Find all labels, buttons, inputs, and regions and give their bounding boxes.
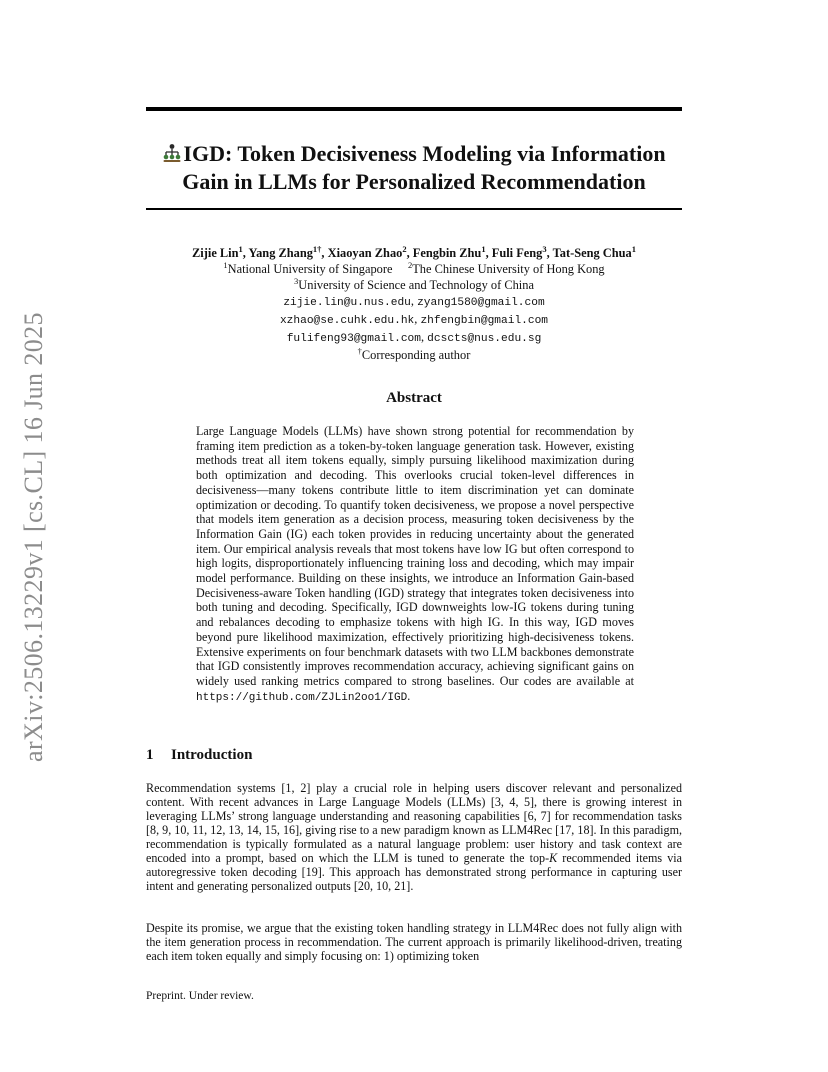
intro-paragraph-1: [146, 782, 682, 894]
abstract-heading: Abstract: [386, 390, 442, 406]
author-sep: ,: [321, 246, 328, 260]
corresponding-text: Corresponding author: [361, 348, 471, 362]
email-row: [146, 311, 682, 329]
title-line-2: Gain in LLMs for Personalized Recommendation: [182, 169, 646, 194]
author-mark: 3: [542, 243, 547, 254]
abstract-end: .: [407, 688, 411, 703]
title-line-1: [146, 140, 682, 168]
author: Fengbin Zhu: [412, 246, 482, 260]
affiliation-row-2: [146, 277, 682, 293]
author: Zijie Lin: [192, 246, 239, 260]
affiliation-mark: 1: [223, 259, 228, 270]
author: Tat-Seng Chua: [552, 246, 632, 260]
email-sep: ,: [420, 330, 428, 344]
affiliation-mark: 2: [407, 259, 413, 270]
email-sep: ,: [410, 294, 418, 308]
affiliation-mark: 3: [294, 275, 299, 286]
section-title: Introduction: [171, 747, 253, 763]
author-names: [146, 245, 682, 261]
paragraph-text: recommended items via autoregressive token decoding [19]. This approach has demonstrated strong performance in capturing user intent and generating personalized outputs [20, 10, 21].: [146, 850, 683, 893]
author-mark: 1: [238, 243, 243, 254]
abstract-body: [196, 424, 634, 705]
author: Xiaoyan Zhao: [327, 246, 403, 260]
intro-paragraph-2: Despite its promise, we argue that the existing token handling strategy in LLM4Rec does not fully align with the item generation process in recommendation. The current approach is primarily likelihood-driven, treating each item token equally and simply focusing on: 1) optimizing token: [146, 921, 682, 963]
email[interactable]: xzhao@se.cuhk.edu.hk: [279, 315, 415, 327]
math-variable: K: [549, 850, 558, 865]
author-mark: 1: [631, 243, 636, 254]
email-row: [146, 293, 682, 311]
paper-title: [146, 140, 682, 196]
email-sep: ,: [414, 312, 421, 326]
title-line-1-text: IGD: Token Decisiveness Modeling via Information: [183, 141, 666, 166]
author-block: [146, 245, 682, 363]
affiliation-row-1: [146, 261, 682, 277]
title-bottom-rule: [146, 208, 682, 210]
email-row: [146, 329, 682, 347]
paragraph-text: Recommendation systems [1, 2] play a crucial role in helping users discover relevant and personalized content. With recent advances in Large Language Models (LLMs) [3, 4, 5], there is growing interest in leveraging LLMs’ strong language understanding and reasoning capabilities [6, 7] for recommendation tasks [8, 9, 10, 11, 12, 13, 14, 15, 16], giving rise to a new paradigm known as LLM4Rec [17, 18]. In this paradigm, recommendation is typically formulated as a natural language problem: user history and task context are encoded into a prompt, based on which the LLM is tuned to generate the top-: [146, 781, 682, 865]
author-sep: ,: [242, 246, 249, 260]
footer-note: Preprint. Under review.: [146, 990, 254, 1002]
title-top-rule: [146, 107, 682, 111]
section-heading: [146, 747, 252, 764]
affiliation: University of Science and Technology of China: [298, 278, 534, 292]
author: Yang Zhang: [248, 246, 313, 260]
email[interactable]: zijie.lin@u.nus.edu: [283, 297, 411, 309]
affiliation: National University of Singapore: [227, 262, 393, 276]
corresponding-note: [146, 347, 682, 363]
email[interactable]: fulifeng93@gmail.com: [286, 333, 421, 345]
author: Fuli Feng: [491, 246, 543, 260]
email[interactable]: dcscts@nus.edu.sg: [427, 333, 542, 345]
abstract-text: Large Language Models (LLMs) have shown strong potential for recommendation by framing item prediction as a token-by-token language generation task. However, existing methods treat all item tokens equally, simply pursuing likelihood maximization during both optimization and decoding. This overlooks crucial token-level differences in decisiveness—many tokens contribute little to item discrimination yet can dominate optimization or decoding. To quantify token decisiveness, we propose a novel perspective that models item generation as a decision process, measuring token decisiveness by the Information Gain (IG) each token provides in reducing uncertainty about the generated item. Our empirical analysis reveals that most tokens have low IG but often correspond to high logits, disproportionately influencing training loss and decoding, which may impair model performance. Building on these insights, we introduce an Information Gain-based Decisiveness-aware Token handling (IGD) strategy that integrates token decisiveness into both tuning and decoding. Specifically, IGD downweights low-IG tokens during tuning and rebalances decoding to emphasize tokens with high IG. In this way, IGD moves beyond pure likelihood maximization, effectively prioritizing high-decisiveness tokens. Extensive experiments on four benchmark datasets with two LLM backbones demonstrate that IGD consistently improves recommendation accuracy, achieving significant gains on widely used ranking metrics compared to strong baselines. Our codes are available at: [196, 424, 634, 688]
corresponding-mark: †: [357, 345, 362, 356]
affiliation: The Chinese University of Hong Kong: [412, 262, 605, 276]
section-number: 1: [146, 747, 154, 763]
author-mark: 1†: [312, 243, 322, 254]
author-sep: ,: [406, 246, 413, 260]
author-sep: ,: [546, 246, 553, 260]
arxiv-stamp: arXiv:2506.13229v1 [cs.CL] 16 Jun 2025: [19, 312, 48, 762]
author-mark: 1: [481, 243, 486, 254]
email[interactable]: zhfengbin@gmail.com: [420, 315, 549, 327]
network-tree-icon: [162, 143, 182, 163]
email[interactable]: zyang1580@gmail.com: [417, 297, 545, 309]
author-mark: 2: [402, 243, 407, 254]
code-link[interactable]: https://github.com/ZJLin2oo1/IGD: [196, 691, 408, 704]
author-sep: ,: [485, 246, 492, 260]
